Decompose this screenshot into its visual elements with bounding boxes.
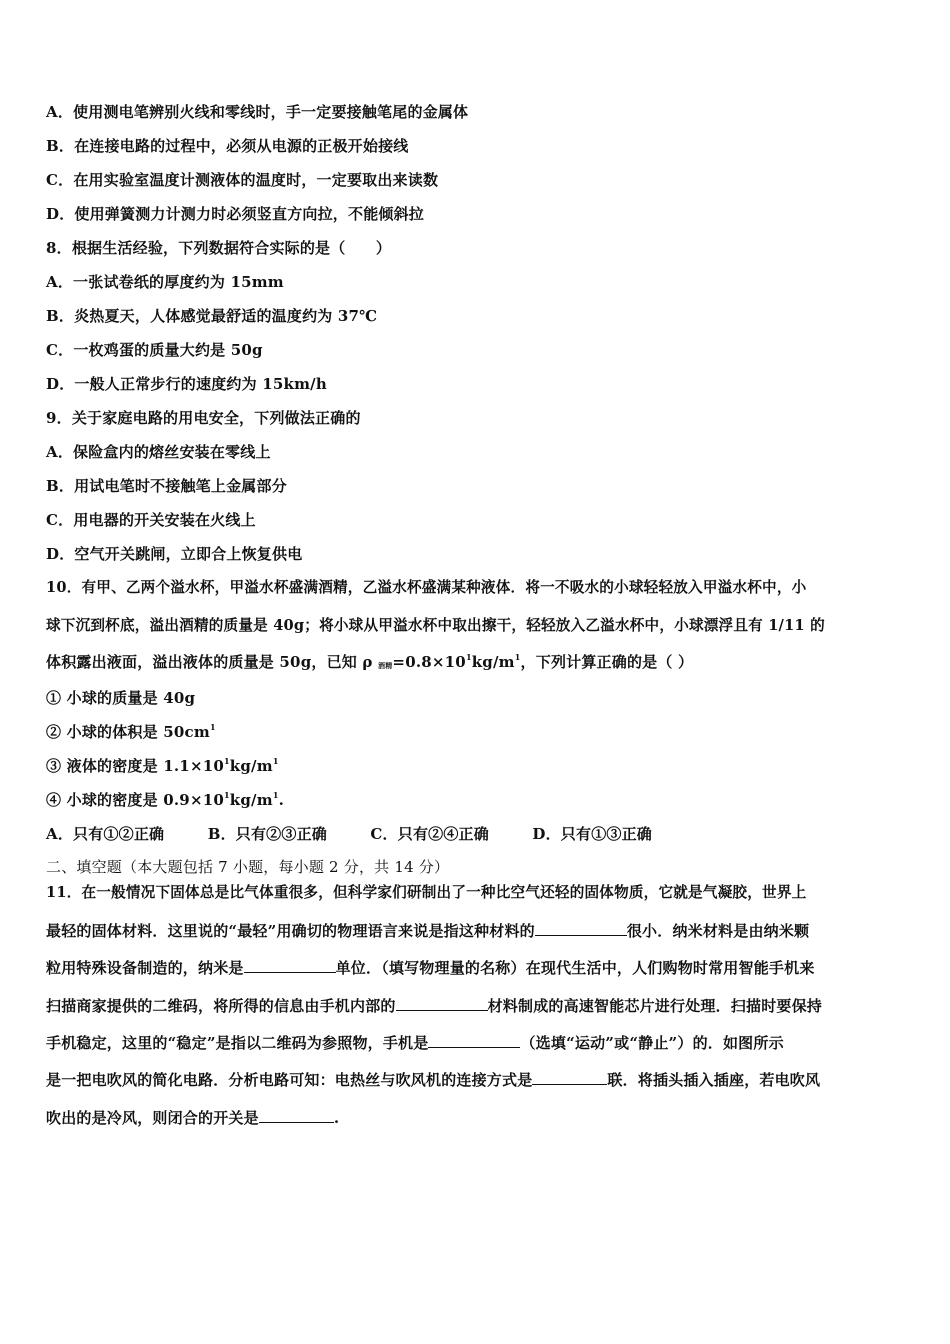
q9-option-b: B．用试电笔时不接触笔上金属部分	[46, 477, 287, 495]
exponent: 1	[465, 652, 472, 662]
statement-text: ③ 液体的密度是 1.1×10	[46, 757, 224, 775]
q7-option-a: A．使用测电笔辨别火线和零线时，手一定要接触笔尾的金属体	[46, 103, 469, 121]
q10-line-2: 球下沉到杯底，溢出酒精的质量是 40g；将小球从甲溢水杯中取出擦干，轻轻放入乙溢水杯中，小球漂浮且有 1/11 的	[46, 617, 825, 634]
q7-option-d: D．使用弹簧测力计测力时必须竖直方向拉，不能倾斜拉	[46, 205, 425, 223]
q10-statement-4	[46, 790, 284, 810]
statement-text: ② 小球的体积是 50cm	[46, 723, 210, 741]
q11-line-1: 11．在一般情况下固体总是比气体重很多，但科学家们研制出了一种比空气还轻的固体物质，它就是气凝胶，世界上	[46, 884, 807, 901]
q10-options	[46, 824, 690, 844]
q10-statement-2	[46, 722, 216, 742]
unit: kg/m	[229, 757, 273, 775]
q11-line-3	[46, 957, 815, 978]
q9-option-d: D．空气开关跳闸，立即合上恢复供电	[46, 545, 303, 563]
q8-option-a: A．一张试卷纸的厚度约为 15mm	[46, 273, 284, 291]
q11-text: 吹出的是冷风，则闭合的开关是	[46, 1109, 259, 1127]
q11-text: 粒用特殊设备制造的，纳米是	[46, 959, 244, 977]
q7-option-c: C．在用实验室温度计测液体的温度时，一定要取出来读数	[46, 171, 439, 189]
q11-text: 很小．纳米材料是由纳米颗	[626, 922, 810, 940]
exponent: 1	[514, 652, 521, 662]
q11-line-5	[46, 1032, 784, 1053]
q11-text: 材料制成的高速智能芯片进行处理．扫描时要保持	[487, 997, 823, 1015]
exponent: 1	[272, 790, 279, 800]
q11-line-6	[46, 1069, 820, 1090]
q10-option-b: B．只有②③正确	[207, 825, 327, 843]
q8-option-c: C．一枚鸡蛋的质量大约是 50g	[46, 341, 263, 359]
q10-line-3-value: =0.8×10	[392, 653, 466, 671]
q8-stem: 8．根据生活经验，下列数据符合实际的是（ ）	[46, 239, 392, 257]
q10-statement-1: ① 小球的质量是 40g	[46, 689, 196, 707]
q10-statement-3	[46, 756, 279, 776]
answer-blank-5[interactable]	[532, 1069, 607, 1085]
q11-text: 单位．（填写物理量的名称）在现代生活中，人们购物时常用智能手机来	[335, 959, 815, 977]
q10-line-1: 10．有甲、乙两个溢水杯，甲溢水杯盛满酒精，乙溢水杯盛满某种液体．将一不吸水的小球轻轻放入甲溢水杯中，小	[46, 579, 807, 596]
q11-text: 手机稳定，这里的“稳定”是指以二维码为参照物，手机是	[46, 1034, 429, 1052]
q9-option-c: C．用电器的开关安装在火线上	[46, 511, 256, 529]
period: .	[278, 791, 285, 809]
q10-line-3	[46, 652, 693, 676]
q11-line-7	[46, 1107, 339, 1128]
q8-option-d: D．一般人正常步行的速度约为 15km/h	[46, 375, 327, 393]
section-2-title: 二、填空题（本大题包括 7 小题，每小题 2 分，共 14 分）	[46, 858, 450, 876]
unit: kg/m	[471, 653, 515, 671]
q11-text: 联．将插头插入插座，若电吹风	[607, 1071, 821, 1089]
answer-blank-1[interactable]	[535, 920, 627, 936]
q8-option-b: B．炎热夏天，人体感觉最舒适的温度约为 37℃	[46, 307, 378, 325]
exponent: 1	[272, 756, 279, 766]
q10-line-3-end: ，下列计算正确的是（ ）	[520, 653, 694, 671]
q7-option-b: B．在连接电路的过程中，必须从电源的正极开始接线	[46, 137, 409, 155]
q11-line-4	[46, 995, 822, 1016]
q10-option-a: A．只有①②正确	[46, 825, 165, 843]
exponent: 1	[223, 790, 230, 800]
q11-text: .	[333, 1109, 340, 1127]
q9-stem: 9．关于家庭电路的用电安全，下列做法正确的	[46, 409, 361, 427]
density-subscript: 酒精	[378, 661, 393, 670]
q10-option-d: D．只有①③正确	[532, 825, 652, 843]
answer-blank-6[interactable]	[259, 1107, 334, 1123]
statement-text: ④ 小球的密度是 0.9×10	[46, 791, 224, 809]
q11-text: （选填“运动”或“静止”）的．如图所示	[520, 1034, 784, 1052]
q11-line-2	[46, 920, 809, 941]
unit: kg/m	[229, 791, 273, 809]
answer-blank-2[interactable]	[244, 957, 336, 973]
exponent: 1	[209, 722, 216, 732]
q10-option-c: C．只有②④正确	[370, 825, 489, 843]
q9-option-a: A．保险盒内的熔丝安装在零线上	[46, 443, 271, 461]
exponent: 1	[223, 756, 230, 766]
answer-blank-3[interactable]	[396, 995, 488, 1011]
q11-text: 是一把电吹风的简化电路．分析电路可知：电热丝与吹风机的连接方式是	[46, 1071, 533, 1089]
q11-text: 最轻的固体材料．这里说的“最轻”用确切的物理语言来说是指这种材料的	[46, 922, 535, 940]
q11-text: 扫描商家提供的二维码，将所得的信息由手机内部的	[46, 997, 396, 1015]
q10-line-3-text: 体积露出液面，溢出液体的质量是 50g，已知 ρ	[46, 653, 379, 671]
answer-blank-4[interactable]	[428, 1032, 520, 1048]
